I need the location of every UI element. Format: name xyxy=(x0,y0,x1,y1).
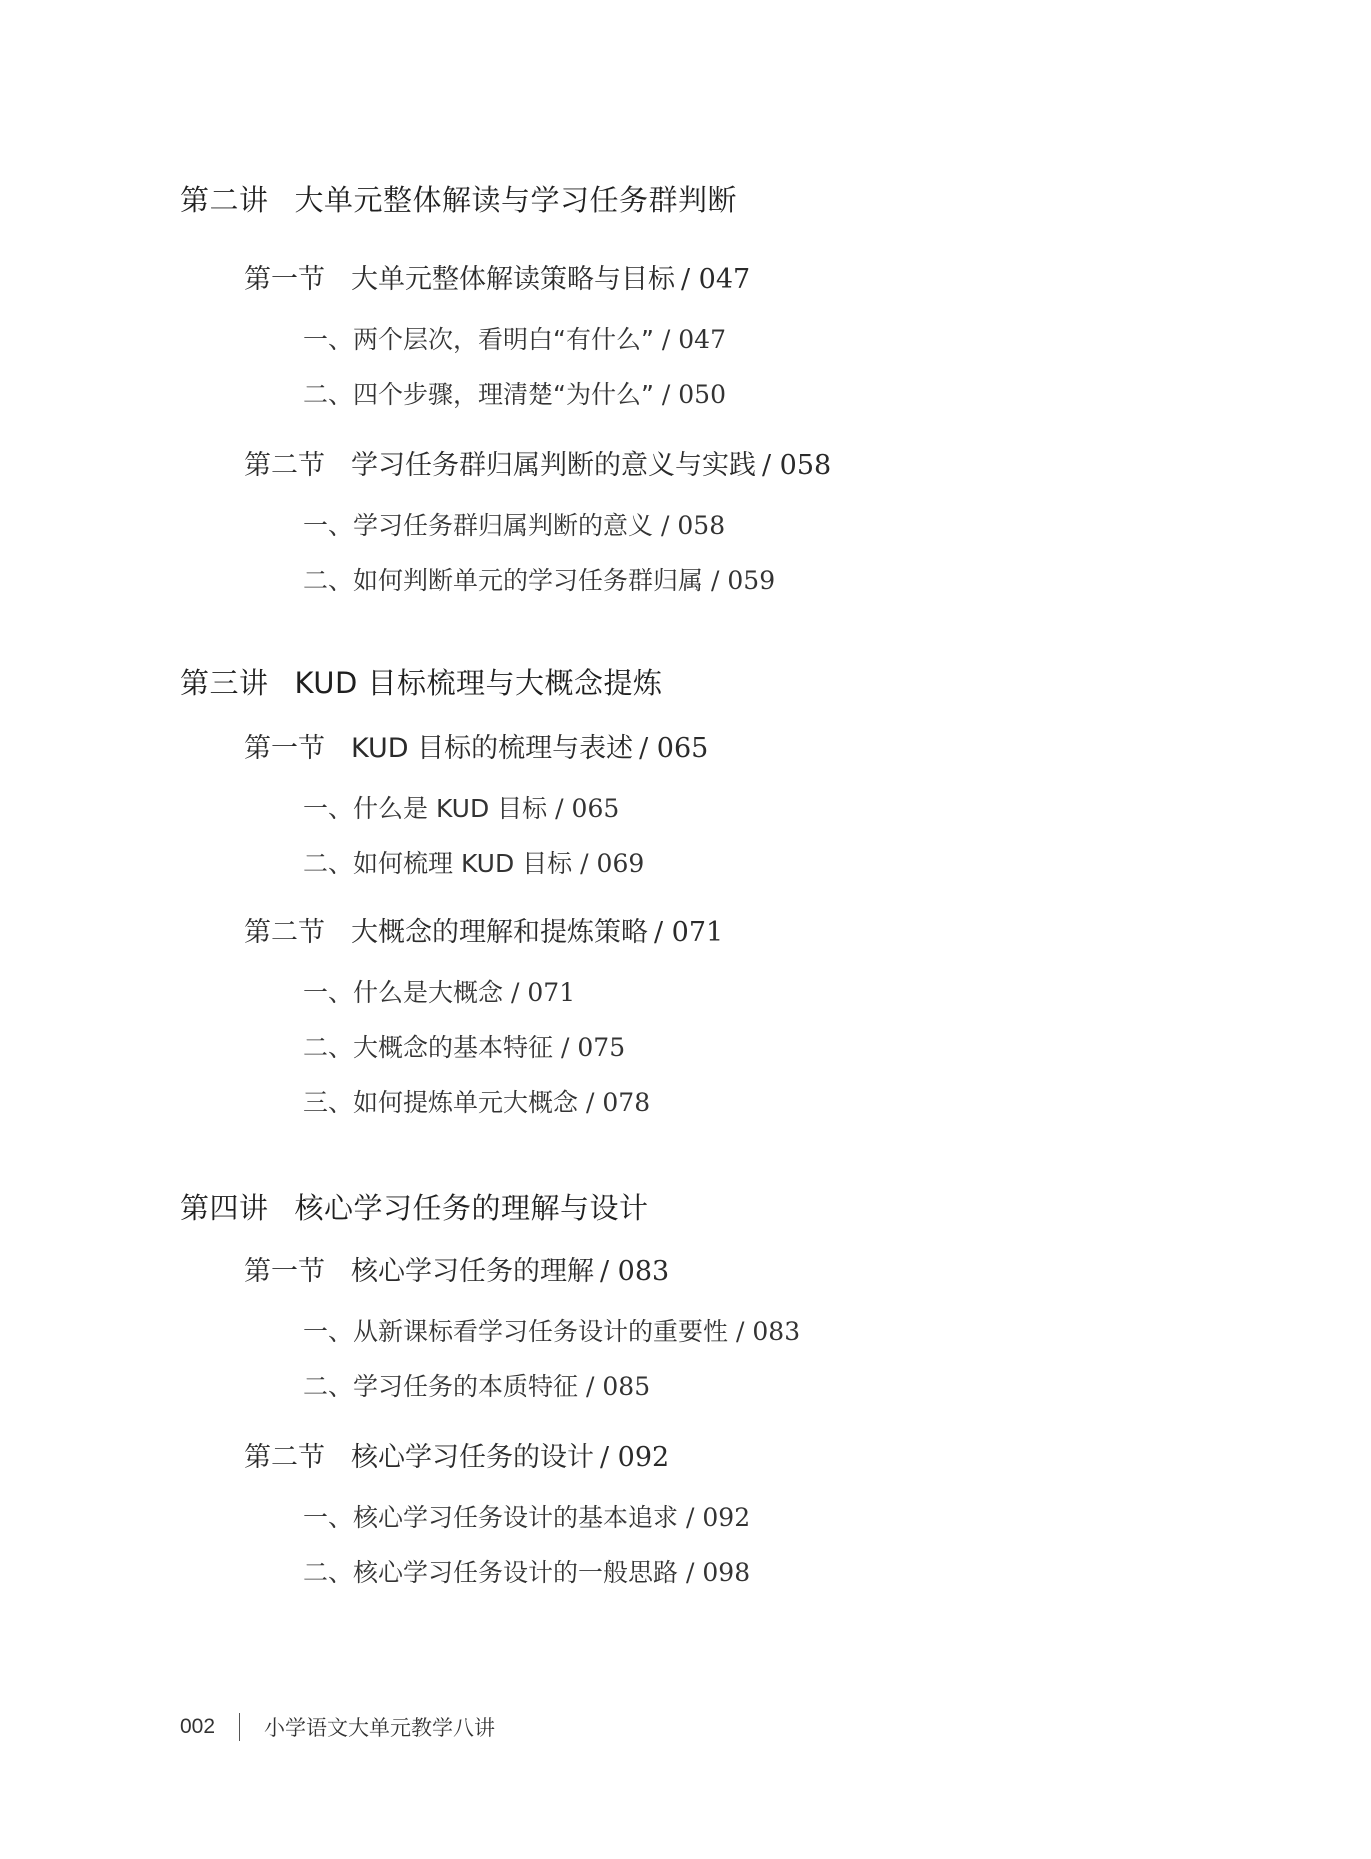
footer-divider xyxy=(239,1713,240,1741)
toc-lecture-heading xyxy=(180,1191,649,1225)
section-label: 第一节 xyxy=(244,1256,325,1287)
item-page-number: / 047 xyxy=(661,325,726,354)
section-title: 核心学习任务的设计 xyxy=(351,1442,594,1473)
item-text: 二、大概念的基本特征 xyxy=(303,1033,554,1062)
item-page-number: / 083 xyxy=(736,1317,801,1346)
toc-section-entry xyxy=(244,452,831,479)
item-page-number: / 078 xyxy=(586,1088,651,1117)
item-text: 一、什么是大概念 xyxy=(303,978,504,1007)
toc-item-entry xyxy=(303,382,726,407)
page-footer xyxy=(180,1712,495,1742)
section-page-number: / 092 xyxy=(600,1442,670,1473)
toc-item-entry xyxy=(303,568,775,593)
item-text: 二、如何判断单元的学习任务群归属 xyxy=(303,566,704,595)
toc-item-entry xyxy=(303,327,726,352)
toc-section-entry xyxy=(244,735,708,762)
section-label: 第二节 xyxy=(244,450,325,481)
toc-item-entry xyxy=(303,1560,750,1585)
lecture-title: KUD 目标梳理与大概念提炼 xyxy=(294,666,663,700)
section-label: 第一节 xyxy=(244,733,325,764)
toc-lecture-heading xyxy=(180,183,738,217)
item-page-number: / 059 xyxy=(711,566,776,595)
item-page-number: / 071 xyxy=(511,978,576,1007)
section-title: KUD 目标的梳理与表述 xyxy=(351,733,634,764)
toc-section-entry xyxy=(244,1444,669,1471)
section-label: 第一节 xyxy=(244,264,325,295)
toc-item-entry xyxy=(303,1319,800,1344)
section-page-number: / 058 xyxy=(762,450,832,481)
toc-item-entry xyxy=(303,1374,650,1399)
section-page-number: / 065 xyxy=(639,733,709,764)
lecture-title: 大单元整体解读与学习任务群判断 xyxy=(294,183,738,217)
lecture-title: 核心学习任务的理解与设计 xyxy=(294,1191,649,1225)
section-page-number: / 047 xyxy=(681,264,751,295)
toc-item-entry xyxy=(303,1035,625,1060)
toc-item-entry xyxy=(303,980,575,1005)
item-text: 一、核心学习任务设计的基本追求 xyxy=(303,1503,679,1532)
item-text: 二、学习任务的本质特征 xyxy=(303,1372,579,1401)
item-page-number: / 075 xyxy=(561,1033,626,1062)
item-text: 二、四个步骤，理清楚“为什么” xyxy=(303,380,654,409)
toc-item-entry xyxy=(303,1090,650,1115)
section-title: 学习任务群归属判断的意义与实践 xyxy=(351,450,756,481)
toc-item-entry xyxy=(303,513,725,538)
item-text: 三、如何提炼单元大概念 xyxy=(303,1088,579,1117)
item-text: 一、从新课标看学习任务设计的重要性 xyxy=(303,1317,729,1346)
item-page-number: / 092 xyxy=(686,1503,751,1532)
item-page-number: / 069 xyxy=(580,849,645,878)
lecture-label: 第三讲 xyxy=(180,666,269,700)
section-title: 核心学习任务的理解 xyxy=(351,1256,594,1287)
item-text: 二、核心学习任务设计的一般思路 xyxy=(303,1558,679,1587)
toc-section-entry xyxy=(244,266,750,293)
item-page-number: / 065 xyxy=(555,794,620,823)
lecture-label: 第二讲 xyxy=(180,183,269,217)
toc-section-entry xyxy=(244,1258,669,1285)
item-text: 二、如何梳理 KUD 目标 xyxy=(303,849,573,878)
item-text: 一、两个层次，看明白“有什么” xyxy=(303,325,654,354)
lecture-label: 第四讲 xyxy=(180,1191,269,1225)
book-title: 小学语文大单元教学八讲 xyxy=(264,1716,496,1740)
section-page-number: / 083 xyxy=(600,1256,670,1287)
item-page-number: / 085 xyxy=(586,1372,651,1401)
toc-lecture-heading xyxy=(180,666,663,700)
item-text: 一、什么是 KUD 目标 xyxy=(303,794,548,823)
section-title: 大单元整体解读策略与目标 xyxy=(351,264,675,295)
item-page-number: / 050 xyxy=(661,380,726,409)
toc-item-entry xyxy=(303,1505,750,1530)
toc-item-entry xyxy=(303,796,619,821)
section-label: 第二节 xyxy=(244,1442,325,1473)
item-text: 一、学习任务群归属判断的意义 xyxy=(303,511,654,540)
toc-section-entry xyxy=(244,919,723,946)
item-page-number: / 098 xyxy=(686,1558,751,1587)
page-number: 002 xyxy=(180,1715,216,1738)
item-page-number: / 058 xyxy=(661,511,726,540)
section-label: 第二节 xyxy=(244,917,325,948)
section-title: 大概念的理解和提炼策略 xyxy=(351,917,648,948)
toc-item-entry xyxy=(303,851,644,876)
section-page-number: / 071 xyxy=(654,917,724,948)
